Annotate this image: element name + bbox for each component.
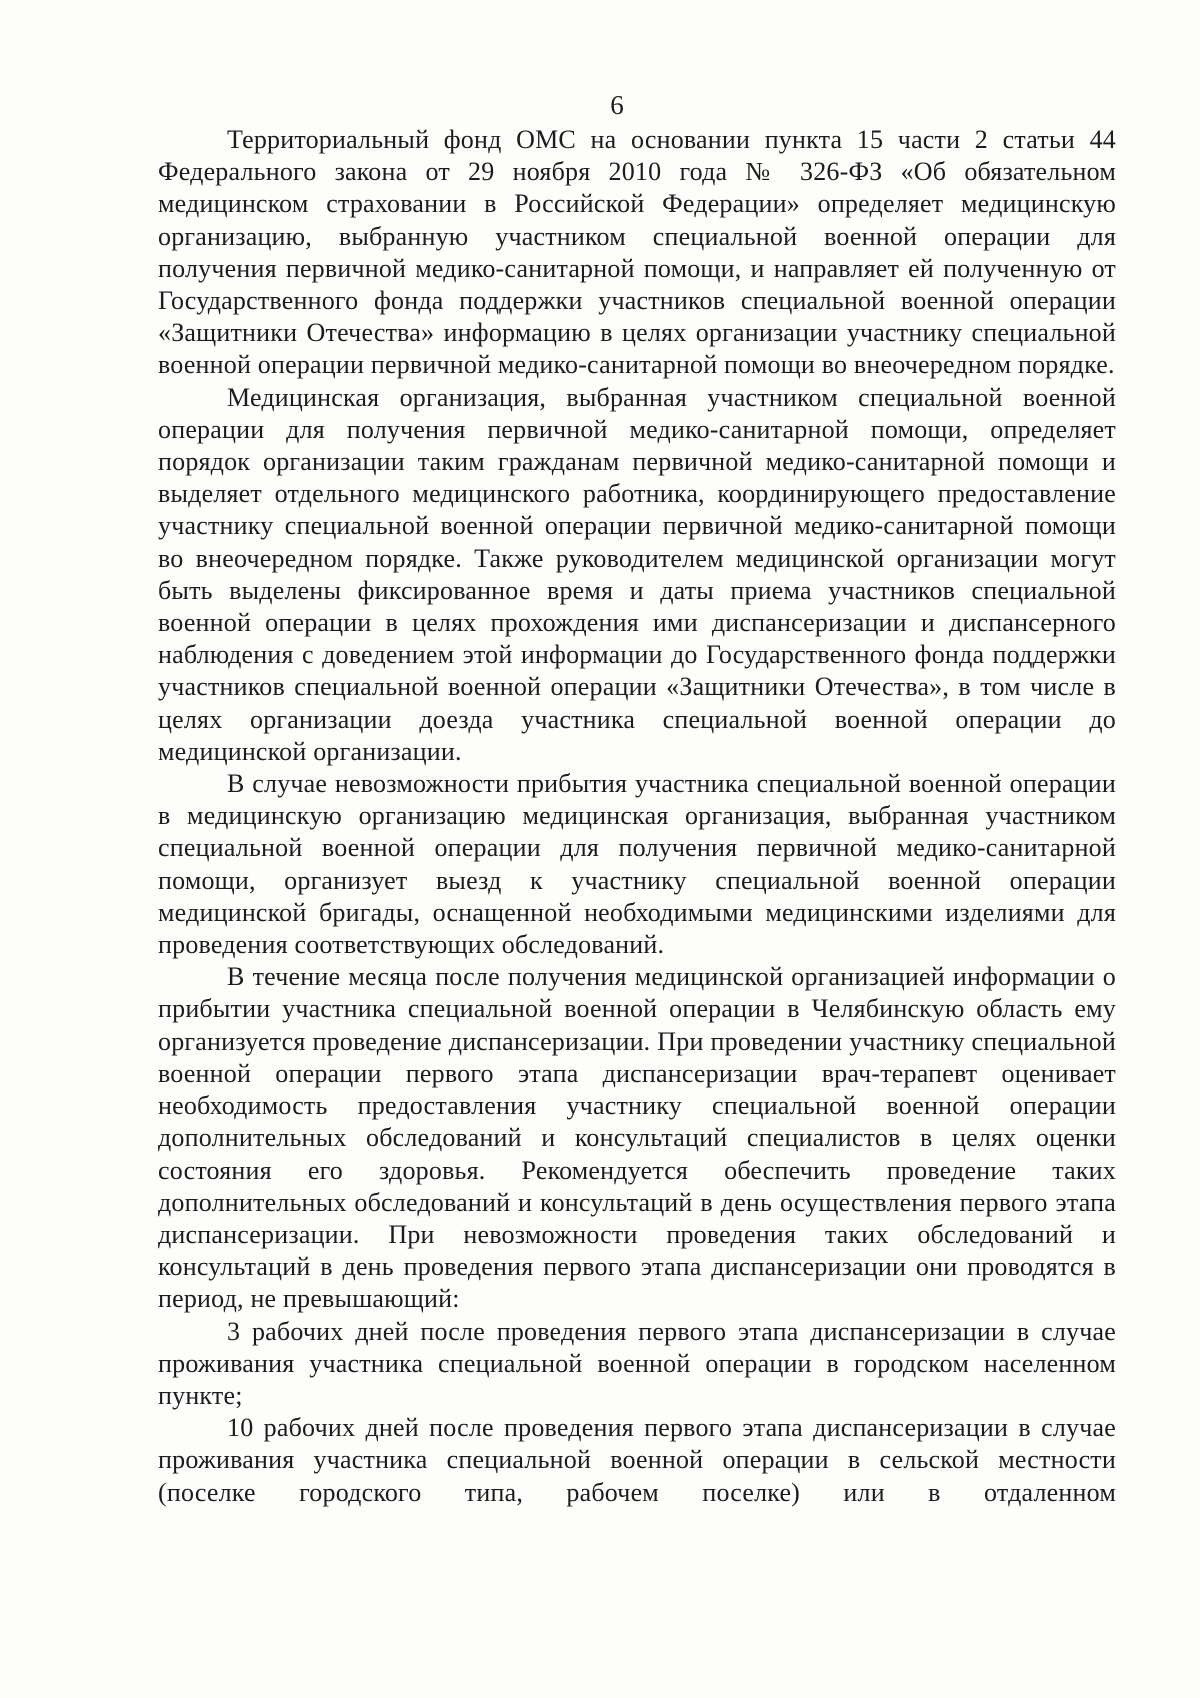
paragraph-home-visit: В случае невозможности прибытия участника специальной военной операции в медицинскую организацию медицинская организация, выбранная участником специальной военной операции для получения первичной медико-санитарной помощи, организует выезд к участнику специальной военной операции медицинской бригады, оснащенной необходимыми медицинскими изделиями для проведения соответствующих обследований. bbox=[158, 769, 1116, 960]
paragraph-oms-fund: Территориальный фонд ОМС на основании пункта 15 части 2 статьи 44 Федерального закона от 29 ноября 2010 года № 326-ФЗ «Об обязательном медицинском страховании в Российской Федерации» определяет медицинскую организацию, выбранную участником специальной военной операции для получения первичной медико-санитарной помощи, и направляет ей полученную от Государственного фонда поддержки участников специальной военной операции «Защитники Отечества» информацию в целях организации участнику специальной военной операции первичной медико-санитарной помощи во внеочередном порядке. bbox=[158, 125, 1116, 380]
page-number: 6 bbox=[610, 90, 624, 120]
paragraph-dispensarization: В течение месяца после получения медицинской организацией информации о прибытии участника специальной военной операции в Челябинскую область ему организуется проведение диспансеризации. При проведении участнику специальной военной операции первого этапа диспансеризации врач-терапевт оценивает необходимость предоставления участнику специальной военной операции дополнительных обследований и консультаций специалистов в целях оценки состояния его здоровья. Рекомендуется обеспечить проведение таких дополнительных обследований и консультаций в день осуществления первого этапа диспансеризации. При невозможности проведения таких обследований и консультаций в день проведения первого этапа диспансеризации они проводятся в период, не превышающий: bbox=[158, 962, 1116, 1314]
document-body bbox=[158, 124, 1116, 1509]
paragraph-urban-deadline: 3 рабочих дней после проведения первого этапа диспансеризации в случае проживания участника специальной военной операции в городском населенном пункте; bbox=[158, 1316, 1116, 1410]
paragraph-rural-deadline: 10 рабочих дней после проведения первого этапа диспансеризации в случае проживания участника специальной военной операции в сельской местности (поселке городского типа, рабочем поселке) или в отдаленном bbox=[158, 1413, 1116, 1507]
paragraph-medical-organization: Медицинская организация, выбранная участником специальной военной операции для получения первичной медико-санитарной помощи, определяет порядок организации таким гражданам первичной медико-санитарной помощи и выделяет отдельного медицинского работника, координирующего предоставление участнику специальной военной операции первичной медико-санитарной помощи во внеочередном порядке. Также руководителем медицинской организации могут быть выделены фиксированное время и даты приема участников специальной военной операции в целях прохождения ими диспансеризации и диспансерного наблюдения с доведением этой информации до Государственного фонда поддержки участников специальной военной операции «Защитники Отечества», в том числе в целях организации доезда участника специальной военной операции до медицинской организации. bbox=[158, 382, 1116, 766]
